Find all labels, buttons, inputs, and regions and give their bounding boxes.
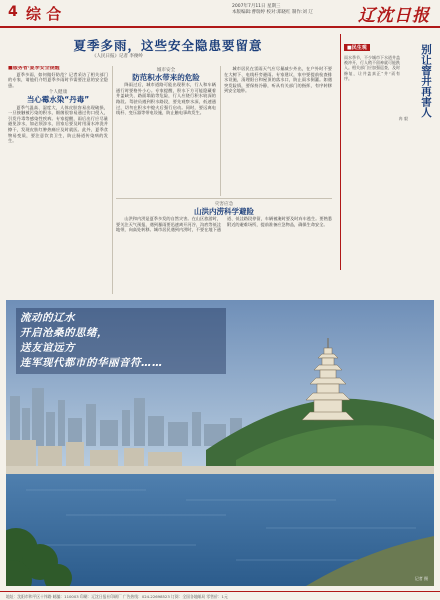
sidebar-commentary [340,34,434,270]
column-divider [112,66,113,294]
page-footer: 地址：沈阳市和平区十纬路 邮编：110003 印刷：辽沈日报社印刷厂 广告热线：024-22698523 订阅：全国各地邮局 零售价：1元 [0,591,440,600]
main-headline: 夏季多雨，这些安全隐患要留意 [73,38,263,53]
subsection-kicker: 个人健康 [48,90,68,96]
embankment [6,466,434,474]
caption-line: 开启沧桑的思绪， [20,327,108,339]
headline-byline: 《人民日报》记者 李俊岭 [92,54,143,59]
sidebar-lead: 雨水季节，不少城市下水道井盖被冲开，行人稍不留神就可能跌入。相关部门应加强巡查，及时修复，让井盖真正“井”而有序。 [344,55,400,81]
caption-line: 连军现代都市的华丽音符…… [20,357,163,369]
section-divider [116,198,332,199]
page-number: 4 [8,4,18,20]
article-column-1 [8,66,108,294]
sidebar-title: 别让窨井再害人 [420,44,432,118]
photo-credit: 记者 摄 [414,576,428,581]
sidebar-tag: ■民生观 [344,44,370,51]
column-kicker: ■服务者·夏季安全提醒 [8,66,60,71]
article-lead: 夏季多雨，如何做好防范？记者采访了相关部门的专家，请他们介绍夏季多雨时节需要注意的安全隐患。 [8,71,108,88]
photo-caption [16,308,226,374]
paper-logo: 辽沈日报 [358,6,430,26]
editor-line: 本版编辑:曹瑞婷 校对:郑晓红 制作:刘 辽 [232,10,313,15]
caption-line: 送友谊远方 [20,342,75,354]
article-body: 夏季气温高、湿度大，人体皮肤容易出现破损，一旦接触被污染的积水，细菌很容易通过伤口侵入，引发丹毒等感染性疾病。专家提醒，雨后出行应尽量避免涉水，如必须涉水，回家后要及时用清水冲洗并擦干，发现皮肤红肿热痛应及时就医。此外，夏季食物易变质，要注意饮食卫生，防止肠道传染病的发生。 [8,104,108,144]
subsection-title: 防范积水带来的危险 [132,72,200,82]
article-body: 降雨过后，城市道路可能出现积水，行人和车辆通行时要格外小心。专家提醒，积水下方可能隐藏着井盖缺失、路面塌陷等危险，行人应绕行积水较深的路段。驾驶员遇到积水路段，要先观察水深，低速通过，切勿在积水中熄火后强行启动。同时，要远离电线杆、变压器等带电设施，防止触电事故发生。 [116,82,216,116]
subsection-kicker: 城市安全 [156,68,176,73]
feature-photo [6,300,434,586]
caption-line: 流动的辽水 [20,312,75,324]
sidebar-author: 冉 毅 [398,116,408,121]
issue-info [232,4,352,16]
masthead [0,0,440,28]
article-body: 城市居民在雷雨天气应尽量减少外出，在户外时不要在大树下、电线杆旁避雨。专家建议，家中要提前检查排水设施，清理阳台和屋顶的落水口，防止雨水倒灌。如遇突发险情，要保持冷静，听从有关部门的指挥，有序转移到安全地带。 [224,66,332,94]
article-column-3 [224,66,332,196]
section-name: 综 合 [26,5,62,23]
article-disaster-section [116,200,332,294]
column-divider [220,66,221,196]
subsection-title: 当心霉水染“丹毒” [26,94,90,104]
date-line: 2007年7月11日 星期三 [232,4,281,9]
article-column-2 [116,66,216,196]
subsection-kicker: 灾害应急 [214,202,234,207]
article-body: 山洪和内涝是夏季多发的自然灾害。在山区旅游时，要关注天气预报，遇到暴雨要迅速离开河谷、沟底等低洼地带，向高处转移。城市居民遇到内涝时，不要在地下通道、低洼路段停留，车辆被淹时要及时弃车逃生。要熟悉附近的避难场所，提前准备应急物品，确保生命安全。 [116,216,332,233]
subsection-title: 山洪内涝科学避险 [194,206,254,216]
